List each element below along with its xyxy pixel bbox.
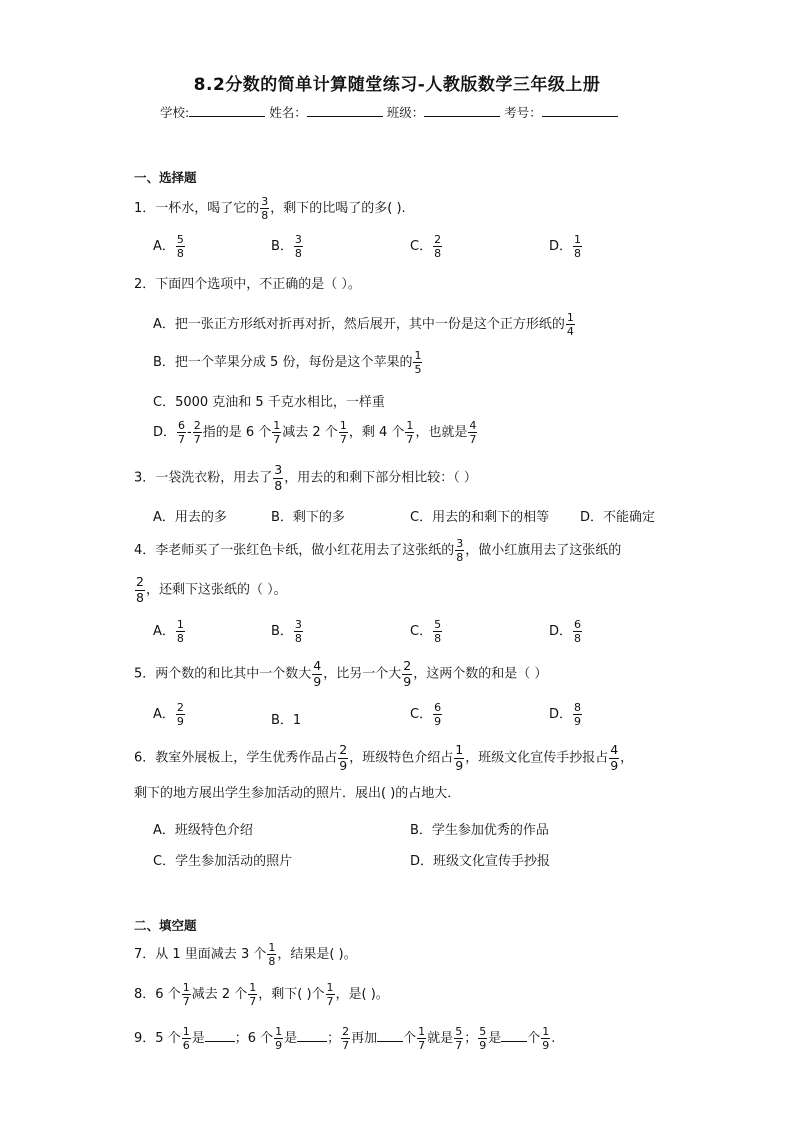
q5-option-b[interactable] <box>271 709 301 728</box>
fraction <box>339 420 348 445</box>
q4-option-a[interactable] <box>153 619 186 644</box>
fraction-numerator: 1 <box>455 742 464 757</box>
text-segment: C． <box>410 707 433 722</box>
fraction-denominator: 8 <box>294 247 302 260</box>
text-segment: D． <box>549 239 573 254</box>
fraction <box>402 660 412 688</box>
fraction-denominator: 8 <box>136 589 144 605</box>
fraction-numerator: 6 <box>178 419 186 432</box>
fraction-numerator: 5 <box>176 233 184 246</box>
fraction-numerator: 2 <box>176 701 184 714</box>
fraction-denominator: 7 <box>406 433 414 446</box>
fraction-denominator: 8 <box>574 632 582 645</box>
text-segment: A． <box>153 707 175 722</box>
fraction <box>176 702 185 727</box>
fraction-numerator: 1 <box>268 941 276 954</box>
fraction-denominator: 8 <box>434 247 442 260</box>
text-segment: 个 <box>527 1031 541 1046</box>
text-segment: ，也就是 <box>415 425 468 440</box>
q6-option-b[interactable]: B．学生参加优秀的作品 <box>410 823 549 838</box>
q2-option-a[interactable] <box>153 312 576 337</box>
fraction-numerator: 2 <box>193 419 201 432</box>
text-segment: B． <box>271 624 293 639</box>
q3-option-c[interactable]: C．用去的和剩下的相等 <box>410 510 550 525</box>
fraction-numerator: 2 <box>136 574 144 589</box>
fraction-numerator: 1 <box>326 981 334 994</box>
fraction <box>312 660 322 688</box>
fraction-denominator: 8 <box>434 632 442 645</box>
fraction <box>478 1026 487 1051</box>
text-segment: ；6 个 <box>234 1031 274 1046</box>
fraction-numerator: 4 <box>313 658 322 673</box>
text-segment: 6．教室外展板上，学生优秀作品占 <box>134 750 338 766</box>
text-segment: 减去 2 个 <box>191 987 248 1002</box>
text-segment: C． <box>410 239 433 254</box>
answer-blank[interactable] <box>501 1029 527 1042</box>
fraction-denominator: 8 <box>261 209 269 222</box>
fraction-denominator: 7 <box>455 1039 463 1052</box>
q3-option-b[interactable]: B．剩下的多 <box>271 510 345 525</box>
question-7 <box>134 942 357 967</box>
text-segment: 3．一袋洗衣粉，用去了 <box>134 470 273 486</box>
q3-option-d[interactable]: D．不能确定 <box>580 510 656 525</box>
fraction <box>182 982 191 1007</box>
text-segment: . <box>551 1031 556 1046</box>
text-segment: ，剩 4 个 <box>348 425 405 440</box>
fraction <box>573 234 582 259</box>
question-4 <box>134 538 621 563</box>
q6-option-d[interactable]: D．班级文化宣传手抄报 <box>410 854 551 869</box>
fraction-denominator: 7 <box>182 995 190 1008</box>
text-segment: 是 <box>284 1031 298 1046</box>
text-segment: 8．6 个 <box>134 987 181 1002</box>
fraction-numerator: 1 <box>542 1025 550 1038</box>
fraction <box>326 982 335 1007</box>
text-segment: D． <box>549 624 573 639</box>
fraction-numerator: 5 <box>434 618 442 631</box>
q1-option-c[interactable] <box>410 234 443 259</box>
text-segment: A．把一张正方形纸对折再对折，然后展开，其中一份是这个正方形纸的 <box>153 317 565 332</box>
fraction <box>260 196 269 221</box>
text-segment: 是 <box>191 1031 205 1046</box>
fraction-numerator: 1 <box>176 618 184 631</box>
fraction-denominator: 8 <box>274 477 283 493</box>
fraction-numerator: 3 <box>261 195 269 208</box>
fraction <box>454 744 464 772</box>
q6-option-a[interactable]: A．班级特色介绍 <box>153 823 253 838</box>
fraction-denominator: 4 <box>566 325 574 338</box>
text-segment: 再加 <box>351 1031 378 1046</box>
fraction-numerator: 8 <box>574 701 582 714</box>
question-1 <box>134 196 406 221</box>
text-segment: ， <box>620 750 634 766</box>
q6-option-c[interactable]: C．学生参加活动的照片 <box>153 854 293 869</box>
fraction <box>177 420 186 445</box>
question-8 <box>134 982 389 1007</box>
fraction-numerator: 4 <box>469 419 477 432</box>
fraction-numerator: 5 <box>455 1025 463 1038</box>
fraction-numerator: 2 <box>434 233 442 246</box>
section-fill-heading: 二、填空题 <box>134 918 197 933</box>
q5-option-a[interactable] <box>153 702 186 727</box>
fraction <box>573 619 582 644</box>
q1-option-a[interactable] <box>153 234 186 259</box>
question-2: 2．下面四个选项中，不正确的是（ ）。 <box>134 277 361 292</box>
fraction-numerator: 6 <box>574 618 582 631</box>
fraction-denominator: 8 <box>294 632 302 645</box>
fraction <box>267 942 276 967</box>
fraction <box>294 619 303 644</box>
fraction <box>413 350 422 375</box>
q5-option-d[interactable] <box>549 702 583 727</box>
fraction-denominator: 9 <box>610 757 619 773</box>
fraction <box>455 538 464 563</box>
fraction-numerator: 5 <box>479 1025 487 1038</box>
question-5 <box>134 660 547 688</box>
text-segment: 就是 <box>427 1031 454 1046</box>
fraction-denominator: 7 <box>273 433 281 446</box>
q5-option-c[interactable] <box>410 702 443 727</box>
fraction-denominator: 9 <box>275 1039 283 1052</box>
text-segment: ； <box>327 1031 341 1046</box>
fraction-numerator: 6 <box>434 701 442 714</box>
fraction-denominator: 9 <box>313 673 322 689</box>
text-segment: ，用去的和剩下部分相比较：（ ） <box>284 470 477 486</box>
fraction-denominator: 9 <box>339 757 348 773</box>
fraction-numerator: 1 <box>418 1025 426 1038</box>
answer-blank[interactable] <box>377 1029 403 1042</box>
fraction-numerator: 3 <box>456 537 464 550</box>
fraction <box>248 982 257 1007</box>
fraction-numerator: 1 <box>339 419 347 432</box>
text-segment: B．把一个苹果分成 5 份，每份是这个苹果的 <box>153 355 413 370</box>
fraction-denominator: 7 <box>178 433 186 446</box>
question-6 <box>134 744 633 772</box>
text-segment: 5．两个数的和比其中一个数大 <box>134 666 312 682</box>
student-info-line <box>160 103 618 121</box>
answer-blank[interactable] <box>205 1029 235 1042</box>
fraction-denominator: 7 <box>326 995 334 1008</box>
question-4-line-2 <box>134 576 287 604</box>
class-blank[interactable] <box>424 104 500 117</box>
fraction-denominator: 9 <box>176 715 184 728</box>
fraction-numerator: 1 <box>275 1025 283 1038</box>
text-segment: D． <box>153 425 177 440</box>
section-choice-heading: 一、选择题 <box>134 170 197 185</box>
fraction <box>566 312 575 337</box>
fraction <box>272 420 281 445</box>
fraction-numerator: 1 <box>574 233 582 246</box>
text-segment: B．1 <box>271 713 302 728</box>
text-segment: B． <box>271 239 293 254</box>
q2-option-d[interactable] <box>153 420 478 445</box>
fraction-numerator: 3 <box>294 233 302 246</box>
fraction-numerator: 1 <box>182 1025 190 1038</box>
q2-option-c[interactable]: C．5000 克油和 5 千克水相比，一样重 <box>153 395 385 410</box>
fraction-numerator: 1 <box>249 981 257 994</box>
fraction-denominator: 5 <box>414 363 422 376</box>
text-segment: ，剩下( )个 <box>258 987 325 1002</box>
fraction-denominator: 9 <box>542 1039 550 1052</box>
text-segment: ，剩下的比喝了的多( ). <box>270 201 406 216</box>
fraction-denominator: 9 <box>574 715 582 728</box>
answer-blank[interactable] <box>297 1029 327 1042</box>
text-segment: - <box>187 425 192 440</box>
fraction <box>182 1026 191 1051</box>
fraction <box>274 1026 283 1051</box>
text-segment: 指的是 6 个 <box>202 425 272 440</box>
fraction-denominator: 8 <box>176 632 184 645</box>
text-segment: ，比另一个大 <box>323 666 402 682</box>
fraction <box>433 702 442 727</box>
text-segment: ，做小红旗用去了这张纸的 <box>465 543 622 558</box>
fraction <box>273 464 283 492</box>
fraction-denominator: 8 <box>574 247 582 260</box>
question-3 <box>134 464 477 492</box>
fraction <box>541 1026 550 1051</box>
fraction <box>176 619 185 644</box>
fraction-denominator: 7 <box>249 995 257 1008</box>
text-segment: A． <box>153 624 175 639</box>
text-segment: D． <box>549 707 573 722</box>
fraction-denominator: 9 <box>455 757 464 773</box>
page-title: 8.2分数的简单计算随堂练习-人教版数学三年级上册 <box>193 75 601 95</box>
text-segment: ； <box>464 1031 478 1046</box>
fraction-denominator: 7 <box>418 1039 426 1052</box>
q4-option-b[interactable] <box>271 619 304 644</box>
text-segment: ，班级文化宣传手抄报占 <box>465 750 609 766</box>
fraction-denominator: 6 <box>182 1039 190 1052</box>
text-segment: 减去 2 个 <box>282 425 338 440</box>
text-segment: 是 <box>488 1031 502 1046</box>
q3-option-a[interactable]: A．用去的多 <box>153 510 227 525</box>
fraction <box>609 744 619 772</box>
fraction-denominator: 9 <box>403 673 412 689</box>
question-6-line-2: 剩下的地方展出学生参加活动的照片．展出( )的占地大． <box>134 786 461 801</box>
name-blank[interactable] <box>307 104 383 117</box>
fraction-numerator: 1 <box>414 349 422 362</box>
question-9 <box>134 1026 555 1051</box>
fraction-denominator: 7 <box>339 433 347 446</box>
text-segment: 1．一杯水，喝了它的 <box>134 201 260 216</box>
q4-option-d[interactable] <box>549 619 583 644</box>
fraction-numerator: 1 <box>273 419 281 432</box>
fraction <box>468 420 477 445</box>
class-label: 班级： <box>386 105 425 120</box>
fraction-numerator: 2 <box>342 1025 350 1038</box>
fraction-denominator: 9 <box>434 715 442 728</box>
text-segment: 4．李老师买了一张红色卡纸，做小红花用去了这张纸的 <box>134 543 455 558</box>
q1-option-d[interactable] <box>549 234 583 259</box>
school-label: 学校: <box>160 105 190 120</box>
fraction-numerator: 3 <box>274 462 283 477</box>
fraction <box>294 234 303 259</box>
fraction <box>454 1026 463 1051</box>
fraction-denominator: 8 <box>176 247 184 260</box>
fraction <box>433 234 442 259</box>
fraction-numerator: 2 <box>339 742 348 757</box>
text-segment: ，是( )。 <box>335 987 389 1002</box>
fraction <box>405 420 414 445</box>
fraction-numerator: 3 <box>294 618 302 631</box>
fraction-denominator: 7 <box>469 433 477 446</box>
fraction <box>135 576 145 604</box>
fraction-denominator: 7 <box>193 433 201 446</box>
text-segment: 7．从 1 里面减去 3 个 <box>134 947 267 962</box>
q4-option-c[interactable] <box>410 619 443 644</box>
fraction-denominator: 8 <box>268 955 276 968</box>
fraction-numerator: 4 <box>610 742 619 757</box>
fraction <box>176 234 185 259</box>
fraction-denominator: 7 <box>342 1039 350 1052</box>
fraction-numerator: 1 <box>566 311 574 324</box>
fraction-numerator: 2 <box>403 658 412 673</box>
fraction-numerator: 1 <box>406 419 414 432</box>
text-segment: 个 <box>403 1031 417 1046</box>
fraction <box>417 1026 426 1051</box>
school-blank[interactable] <box>189 104 265 117</box>
name-label: 姓名： <box>269 105 307 120</box>
text-segment: ，结果是( )。 <box>277 947 357 962</box>
text-segment: 9．5 个 <box>134 1031 181 1046</box>
fraction <box>338 744 348 772</box>
q2-option-b[interactable] <box>153 350 423 375</box>
text-segment: A． <box>153 239 175 254</box>
fraction-denominator: 9 <box>479 1039 487 1052</box>
fraction <box>573 702 582 727</box>
q1-option-b[interactable] <box>271 234 304 259</box>
text-segment: ，还剩下这张纸的（ ）。 <box>145 582 287 598</box>
fraction-denominator: 8 <box>456 551 464 564</box>
text-segment: ，这两个数的和是（ ） <box>413 666 548 682</box>
text-segment: C． <box>410 624 433 639</box>
fraction <box>341 1026 350 1051</box>
fraction <box>433 619 442 644</box>
text-segment: ，班级特色介绍占 <box>349 750 454 766</box>
number-blank[interactable] <box>542 104 618 117</box>
number-label: 考号： <box>504 105 542 120</box>
fraction <box>193 420 202 445</box>
fraction-numerator: 1 <box>182 981 190 994</box>
